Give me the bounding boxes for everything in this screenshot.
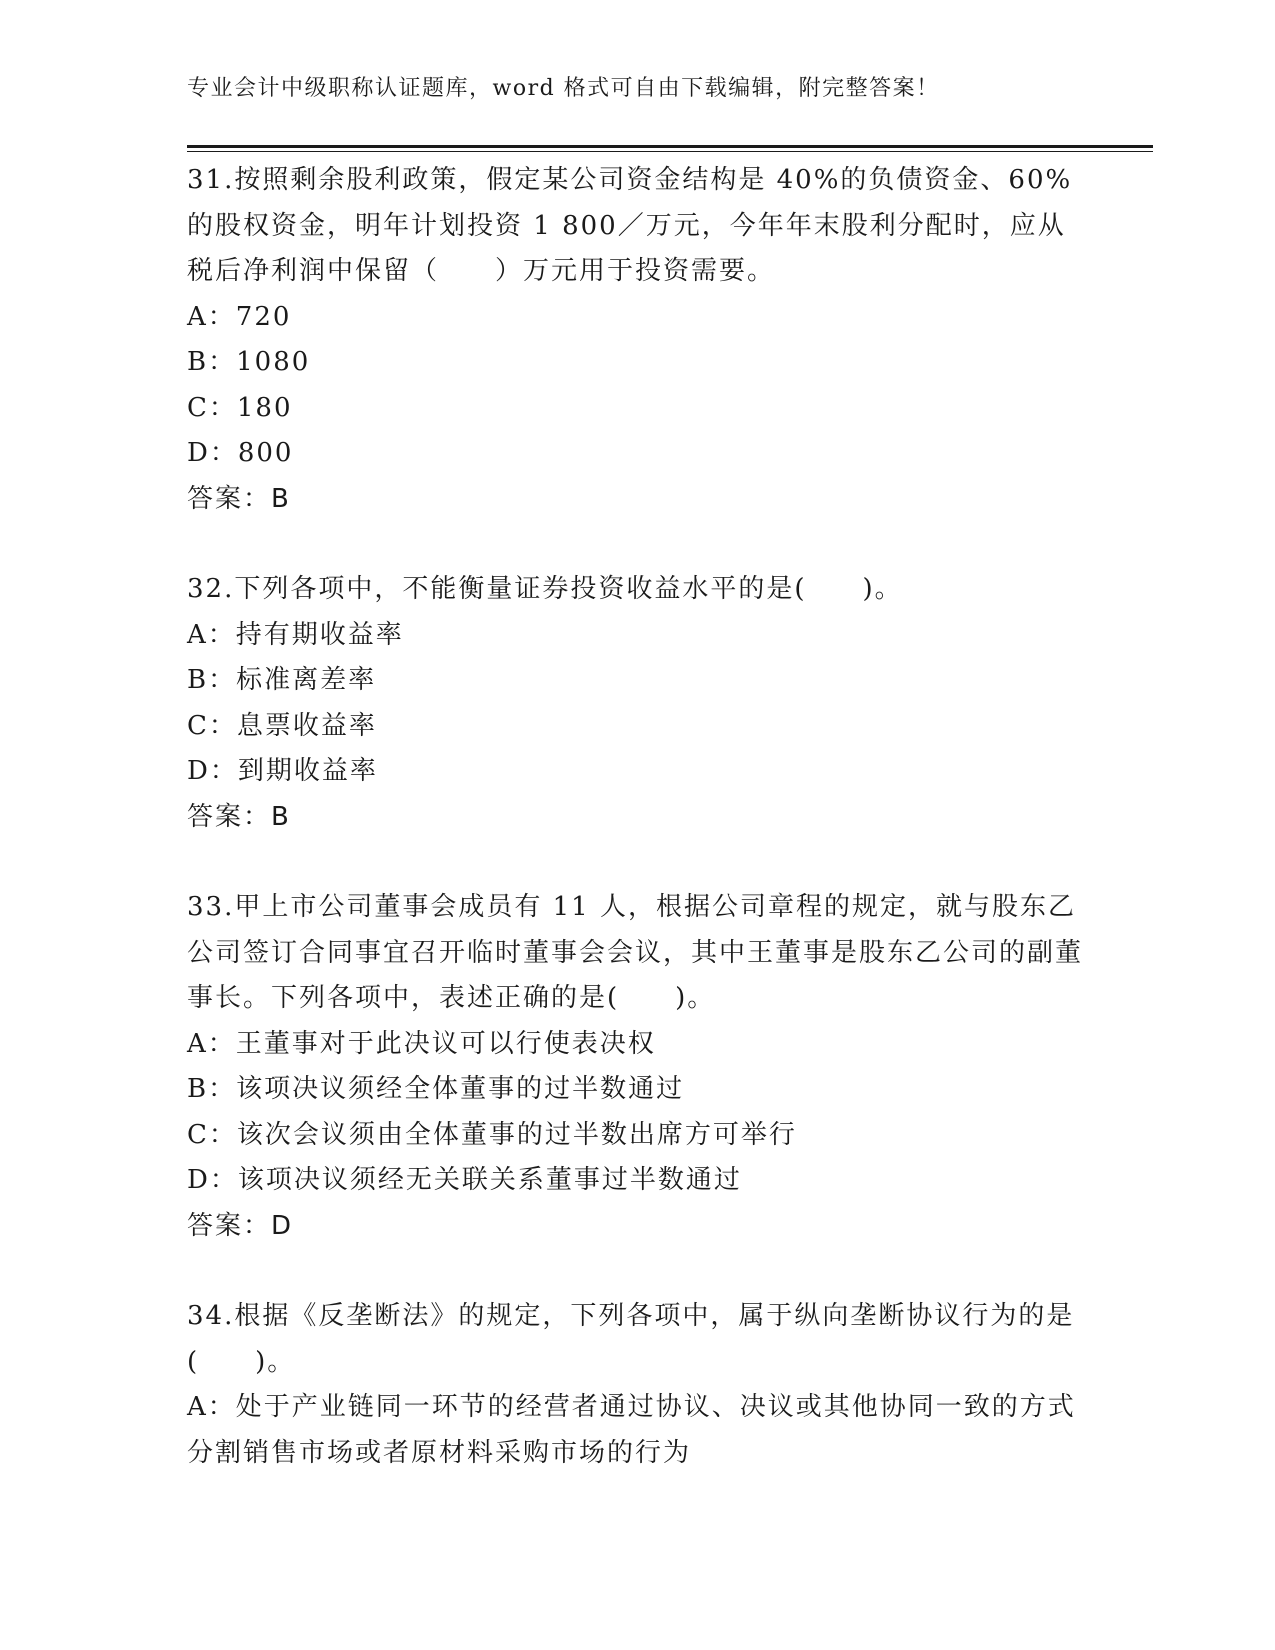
option-d: D：到期收益率 — [187, 756, 378, 786]
option-c: C：息票收益率 — [187, 710, 377, 741]
question-34 — [187, 1294, 1087, 1476]
option-b: B：1080 — [187, 347, 311, 377]
answer-label: 答案：B — [187, 483, 291, 514]
option-c: C：该次会议须由全体董事的过半数出席方可举行 — [187, 1119, 797, 1150]
question-list — [187, 158, 1087, 1476]
option-d: D：800 — [187, 438, 294, 468]
question-stem: 31.按照剩余股利政策，假定某公司资金结构是 40%的负债资金、60%的股权资金，明年计划投资 1 800／万元，今年年末股利分配时，应从税后净利润中保留（ ）万元用于投资需要。 — [187, 165, 1073, 286]
question-33 — [187, 885, 1087, 1249]
option-a: A：处于产业链同一环节的经营者通过协议、决议或其他协同一致的方式分割销售市场或者原材料采购市场的行为 — [187, 1392, 1076, 1468]
option-a: A：王董事对于此决议可以行使表决权 — [187, 1028, 656, 1059]
option-a: A：720 — [187, 301, 292, 332]
header-rule-thick — [187, 145, 1153, 148]
question-stem: 34.根据《反垄断法》的规定，下列各项中，属于纵向垄断协议行为的是( )。 — [187, 1301, 1075, 1377]
question-31 — [187, 158, 1087, 522]
header-rule-thin — [187, 151, 1153, 152]
answer-label: 答案：B — [187, 801, 291, 832]
option-a: A：持有期收益率 — [187, 619, 404, 650]
page-header: 专业会计中级职称认证题库，word 格式可自由下载编辑，附完整答案！ — [187, 76, 940, 101]
answer-label: 答案：D — [187, 1210, 294, 1241]
option-b: B：标准离差率 — [187, 665, 377, 695]
question-32 — [187, 567, 1087, 840]
option-c: C：180 — [187, 392, 293, 423]
question-stem: 32.下列各项中，不能衡量证券投资收益水平的是( )。 — [187, 574, 903, 604]
option-d: D：该项决议须经无关联关系董事过半数通过 — [187, 1165, 742, 1195]
option-b: B：该项决议须经全体董事的过半数通过 — [187, 1074, 685, 1104]
question-stem: 33.甲上市公司董事会成员有 11 人，根据公司章程的规定，就与股东乙公司签订合同事宜召开临时董事会会议，其中王董事是股东乙公司的副董事长。下列各项中，表述正确的是( )。 — [187, 892, 1084, 1013]
